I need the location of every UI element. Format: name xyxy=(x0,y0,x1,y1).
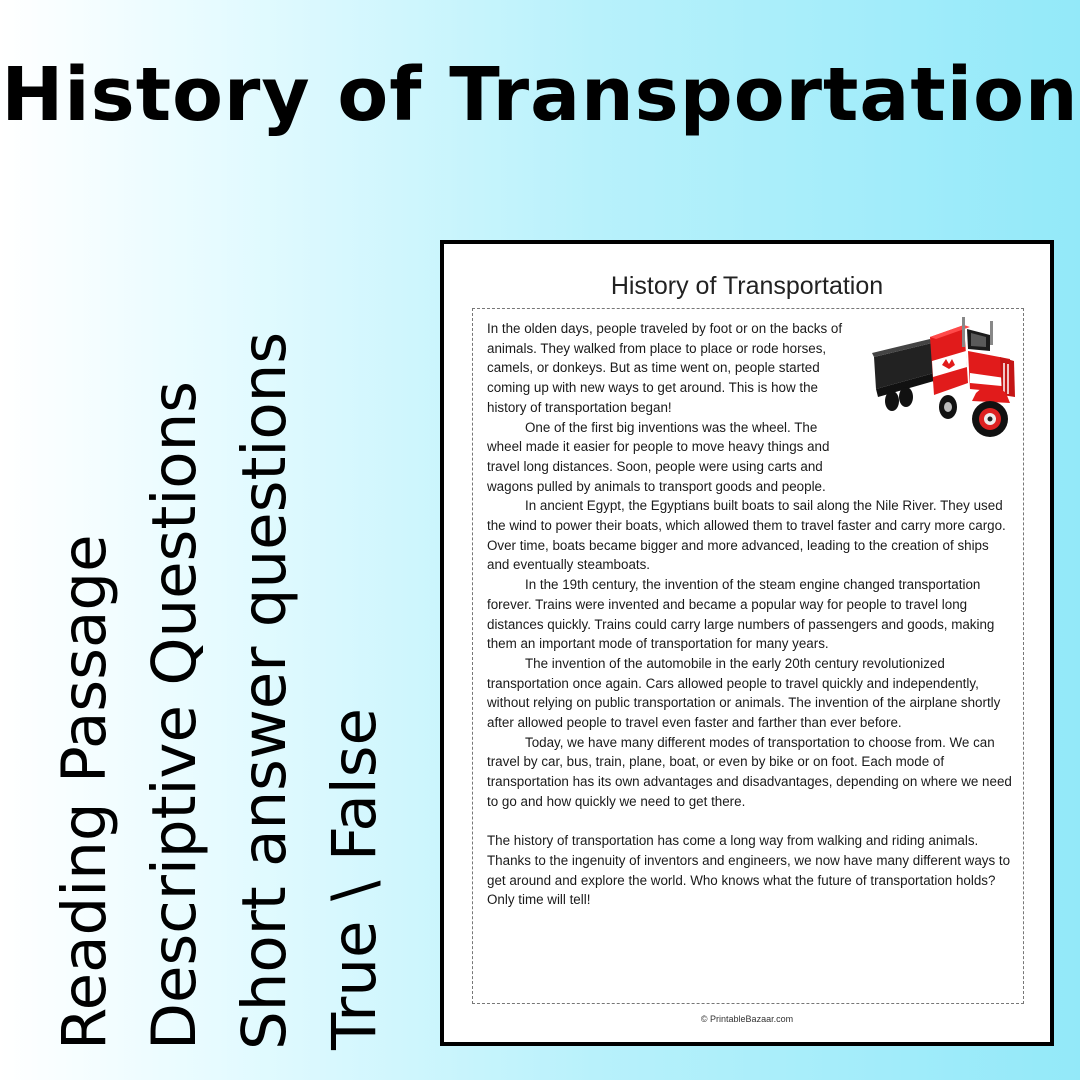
paragraph-1: In the olden days, people traveled by foot or on the backs of animals. They walked from place to place or rode horses, camels, or donkeys. But as time went on, people started coming up with new ways to get around. This is how the history of transportation began! xyxy=(487,321,843,415)
passage-box xyxy=(472,308,1024,1004)
feature-reading-passage: Reading Passage xyxy=(49,534,120,1050)
paragraph-3: In ancient Egypt, the Egyptians built boats to sail along the Nile River. They used the wind to power their boats, which allowed them to travel faster and carry more cargo. Over time, boats became bigger and more advanced, leading to the creation of ships and eventually steamboats. xyxy=(487,498,1006,573)
paragraph-5: The invention of the automobile in the early 20th century revolutionized transportation once again. Cars allowed people to travel quickly and independently, without relying on public transportation or animals. The invention of the airplane shortly after allowed people to travel even faster and farther than ever before. xyxy=(487,655,1001,731)
paragraph-2: One of the first big inventions was the wheel. The wheel made it easier for people to move heavy things and travel long distances. Soon, people were using carts and wagons pulled by animals to transport goods and people. xyxy=(487,419,830,494)
reading-passage xyxy=(487,319,1013,910)
feature-descriptive-questions: Descriptive Questions xyxy=(139,380,210,1050)
worksheet-preview xyxy=(440,240,1054,1046)
worksheet-title: History of Transportation xyxy=(610,272,884,300)
copyright-text: © PrintableBazaar.com xyxy=(700,1014,794,1024)
paragraph-4: In the 19th century, the invention of the steam engine changed transportation forever. Trains were invented and became a popular way for people to travel long distances quickly. Trains could carry large numbers of passengers and goods, making them an important mode of transportation for many years. xyxy=(487,577,995,652)
paragraph-7: The history of transportation has come a long way from walking and riding animals. Thanks to the ingenuity of inventors and engineers, we now have many different ways to get around and explore the world. Who knows what the future of transportation holds? Only time will tell! xyxy=(487,833,1011,908)
feature-list xyxy=(40,290,390,1050)
paragraph-6: Today, we have many different modes of transportation to choose from. We can travel by car, bus, train, plane, boat, or even by bike or on foot. Each mode of transportation has its own advantages and disadvantages, depending on where we need to go and how quickly we need to get there. xyxy=(487,734,1012,809)
feature-true-false: True \ False xyxy=(319,707,390,1050)
feature-short-answer-questions: Short answer questions xyxy=(229,331,300,1050)
page-title: History of Transportation xyxy=(1,52,1079,138)
